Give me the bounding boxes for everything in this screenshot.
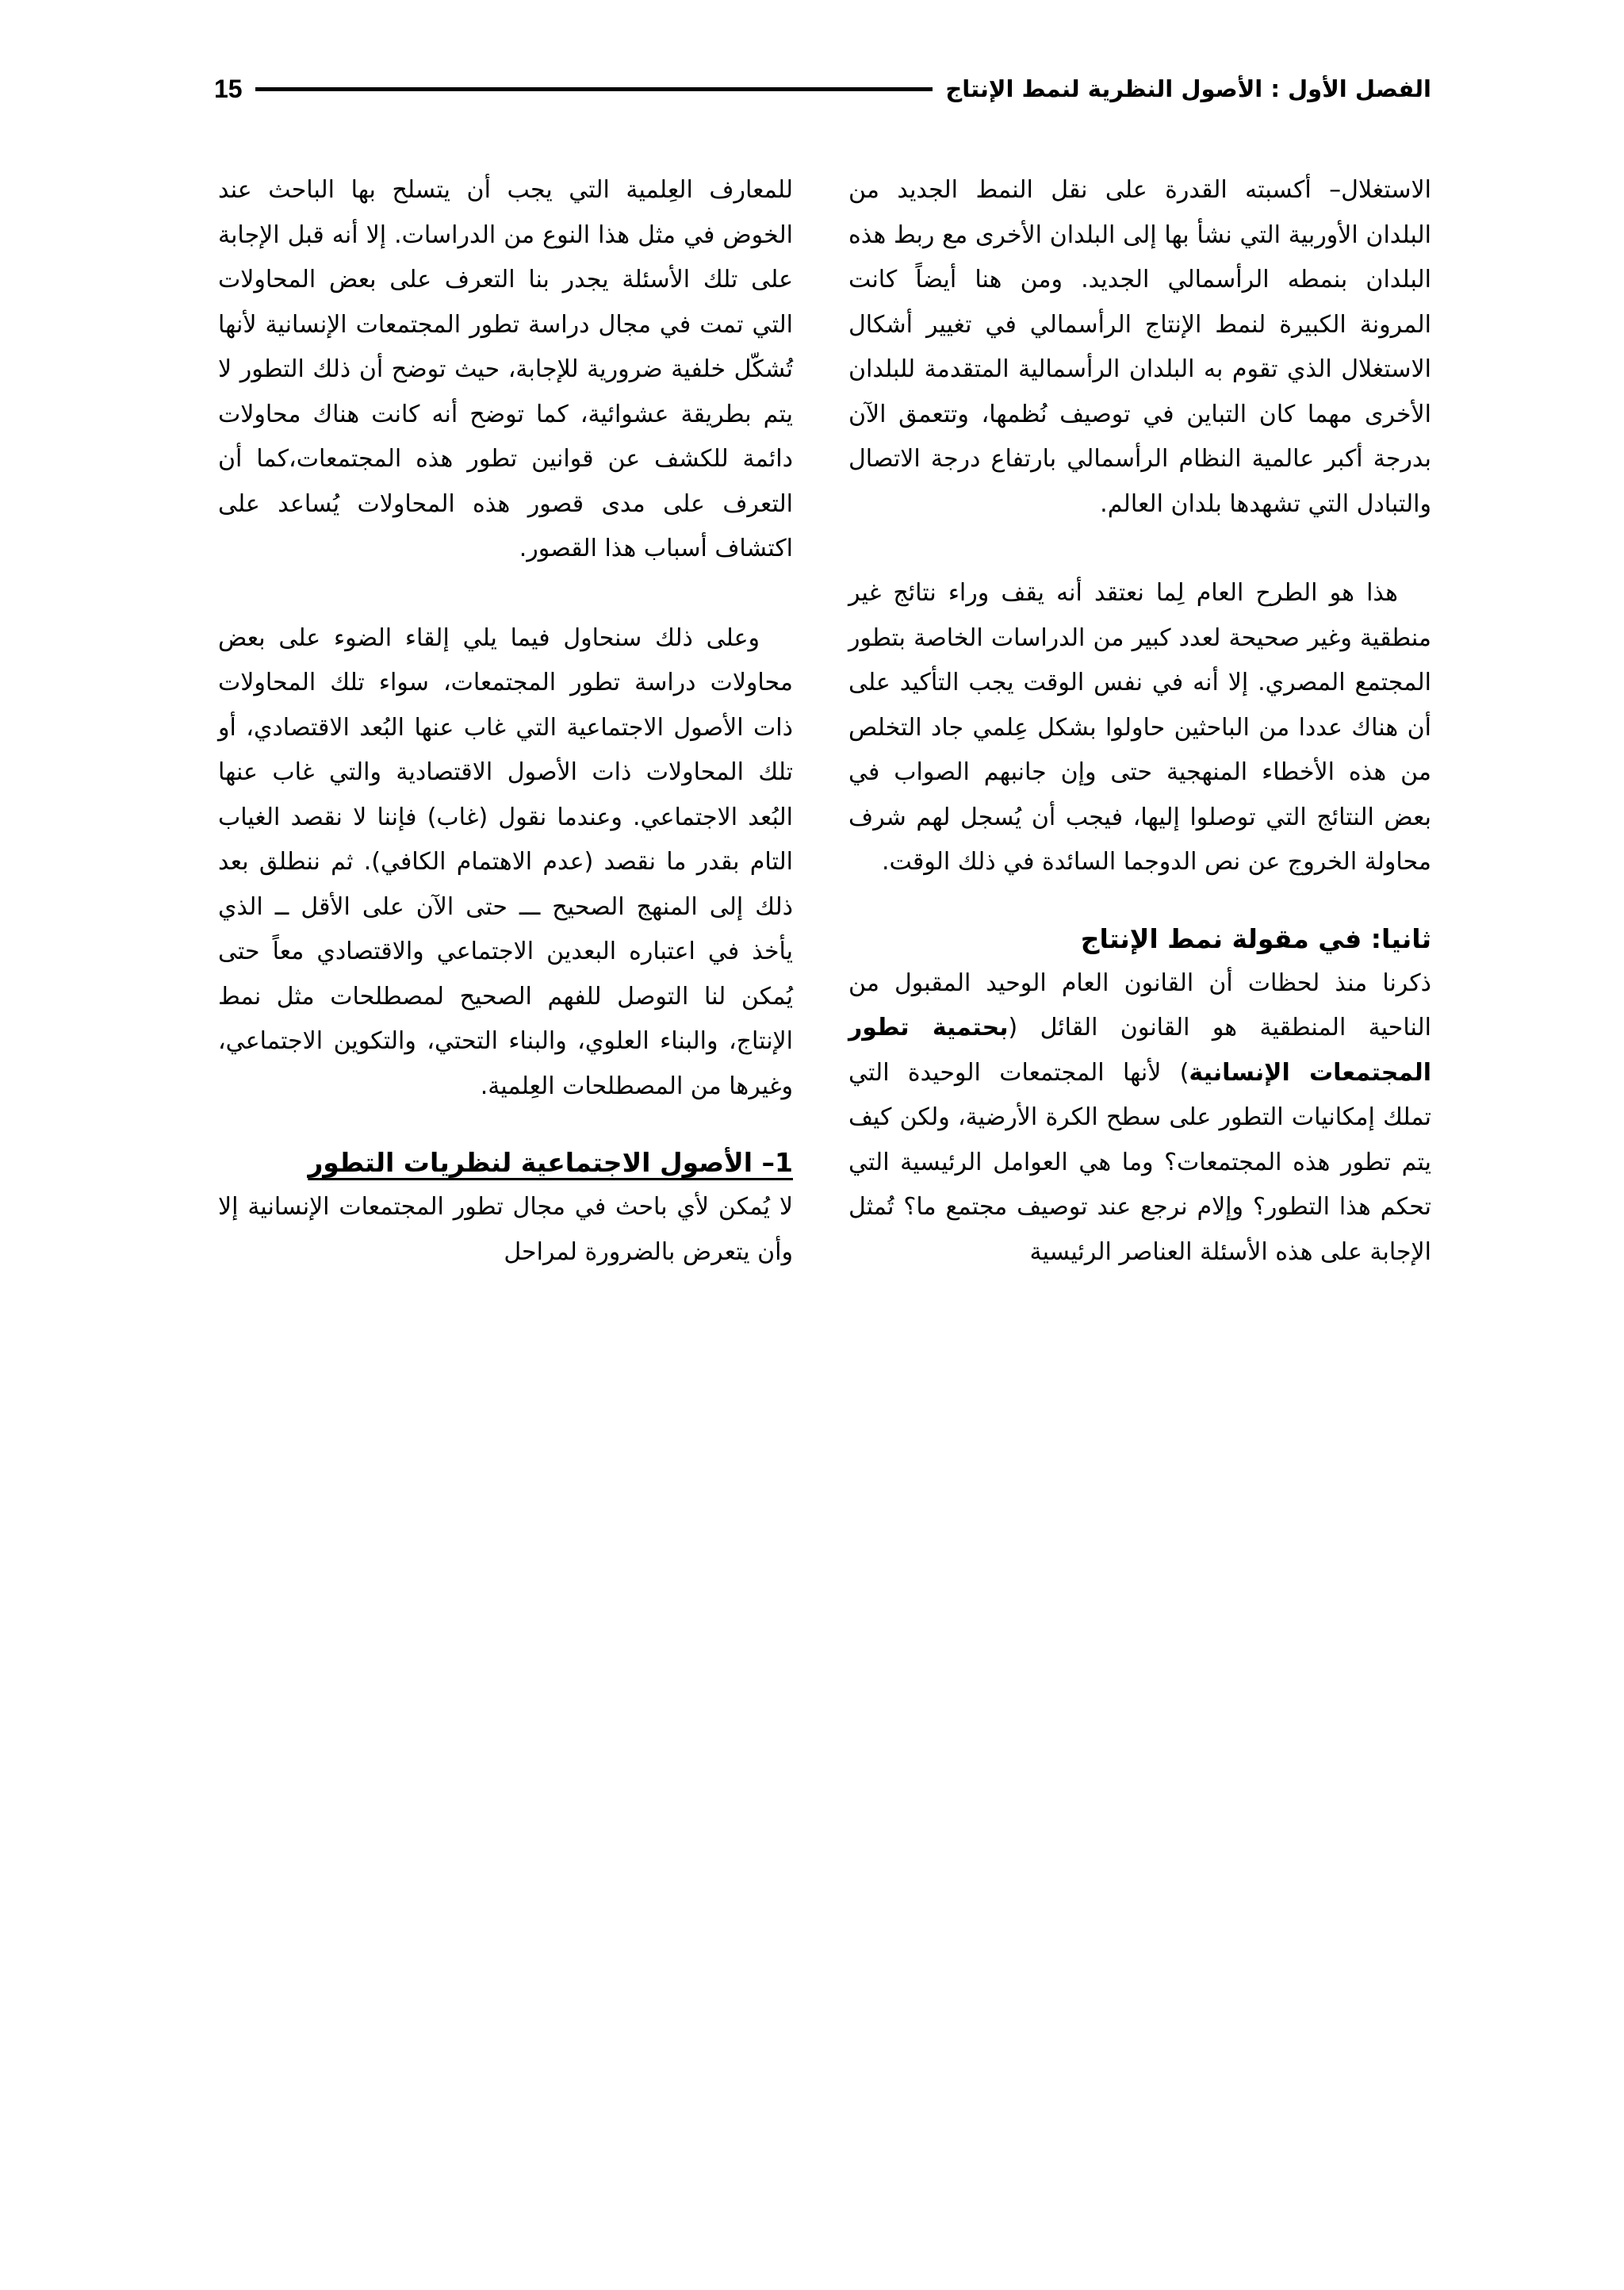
- chapter-title: الفصل الأول : الأصول النظرية لنمط الإنتاج: [945, 75, 1431, 102]
- paragraph: لا يُمكن لأي باحث في مجال تطور المجتمعات الإنسانية إلا وأن يتعرض بالضرورة لمراحل: [218, 1193, 793, 1266]
- bold-phrase: بحتمية تطور المجتمعات الإنسانية: [848, 1014, 1431, 1087]
- section-heading: ثانيا: في مقولة نمط الإنتاج: [1080, 923, 1431, 954]
- page-number: 15: [214, 74, 243, 103]
- paragraph: ذكرنا منذ لحظات أن القانون العام الوحيد المقبول من الناحية المنطقية هو القانون القائل (بحتمية تطور المجتمعات الإنسانية) لأنها المجتمعات الوحيدة التي تملك إمكانيات التطور على سطح الكرة الأرضية، ولكن كيف يتم تطور هذه المجتمعات؟ وما هي العوامل الرئيسية التي تحكم هذا التطور؟ وإلام نرجع عند توصيف مجتمع ما؟ تُمثل الإجابة على هذه الأسئلة العناصر الرئيسية: [848, 969, 1431, 1266]
- right-column: [848, 168, 1431, 1275]
- page-header: [214, 65, 1431, 113]
- left-column: [218, 168, 793, 1275]
- subsection-heading: 1– الأصول الاجتماعية لنظريات التطور: [308, 1147, 793, 1178]
- paragraph: الاستغلال– أكسبته القدرة على نقل النمط الجديد من البلدان الأوربية التي نشأ بها إلى البلدان الأخرى مع ربط هذه البلدان بنمطه الرأسمالي الجديد. ومن هنا أيضاً كانت المرونة الكبيرة لنمط الإنتاج الرأسمالي في تغيير أشكال الاستغلال الذي تقوم به البلدان الرأسمالية المتقدمة للبلدان الأخرى مهما كان التباين في توصيف نُظمها، وتتعمق الآن بدرجة أكبر عالمية النظام الرأسمالي بارتفاع درجة الاتصال والتبادل التي تشهدها بلدان العالم.: [848, 176, 1431, 518]
- header-rule: [255, 87, 933, 91]
- paragraph: للمعارف العِلمية التي يجب أن يتسلح بها الباحث عند الخوض في مثل هذا النوع من الدراسات. إلا أنه قبل الإجابة على تلك الأسئلة يجدر بنا التعرف على بعض المحاولات التي تمت في مجال دراسة تطور المجتمعات الإنسانية لأنها تُشكّل خلفية ضرورية للإجابة، حيث توضح أن ذلك التطور لا يتم بطريقة عشوائية، كما توضح أنه كانت هناك محاولات دائمة للكشف عن قوانين تطور هذه المجتمعات،كما أن التعرف على مدى قصور هذه المحاولات يُساعد على اكتشاف أسباب هذا القصور.: [218, 176, 793, 562]
- paragraph: هذا هو الطرح العام لِما نعتقد أنه يقف وراء نتائج غير منطقية وغير صحيحة لعدد كبير من الدراسات الخاصة بتطور المجتمع المصري. إلا أنه في نفس الوقت يجب التأكيد على أن هناك عددا من الباحثين حاولوا بشكل عِلمي جاد التخلص من هذه الأخطاء المنهجية حتى وإن جانبهم الصواب في بعض النتائج التي توصلوا إليها، فيجب أن يُسجل لهم شرف محاولة الخروج عن نص الدوجما السائدة في ذلك الوقت.: [848, 579, 1431, 876]
- paragraph: وعلى ذلك سنحاول فيما يلي إلقاء الضوء على بعض محاولات دراسة تطور المجتمعات، سواء تلك المحاولات ذات الأصول الاجتماعية التي غاب عنها البُعد الاقتصادي، أو تلك المحاولات ذات الأصول الاقتصادية والتي غاب عنها البُعد الاجتماعي. وعندما نقول (غاب) فإننا لا نقصد الغياب التام بقدر ما نقصد (عدم الاهتمام الكافي). ثم ننطلق بعد ذلك إلى المنهج الصحيح ـــ حتى الآن على الأقل ــ الذي يأخذ في اعتباره البعدين الاجتماعي والاقتصادي معاً حتى يُمكن لنا التوصل للفهم الصحيح لمصطلحات مثل نمط الإنتاج، والبناء العلوي، والبناء التحتي، والتكوين الاجتماعي، وغيرها من المصطلحات العِلمية.: [218, 623, 793, 1100]
